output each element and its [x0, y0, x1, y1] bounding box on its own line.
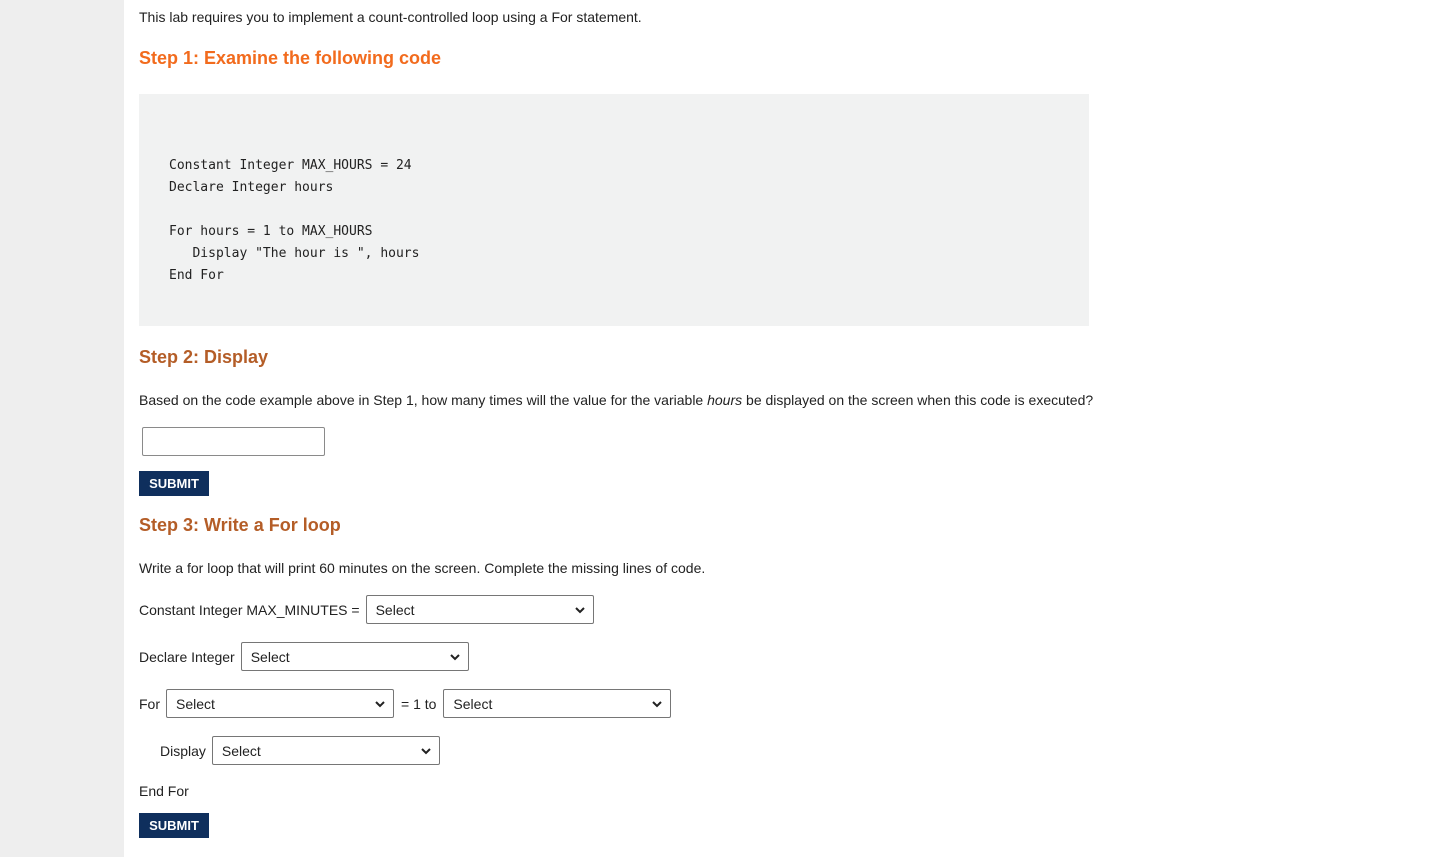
chevron-down-icon [421, 746, 431, 756]
end-for-label: End For [139, 782, 189, 799]
step2-submit-button[interactable]: SUBMIT [139, 471, 209, 496]
code-line: Display "The hour is ", hours [169, 246, 420, 261]
select-value: Select [250, 648, 290, 665]
intro-text: This lab requires you to implement a count-controlled loop using a For statement. [139, 9, 642, 25]
question-variable: hours [707, 392, 743, 408]
step3-submit-button[interactable]: SUBMIT [139, 813, 209, 838]
display-count-input[interactable] [142, 427, 325, 456]
code-line: For hours = 1 to MAX_HOURS [169, 224, 373, 239]
code-line [169, 199, 1089, 221]
display-row [160, 736, 440, 765]
end-for-row [139, 776, 189, 805]
code-line: End For [169, 268, 224, 283]
question-text: Based on the code example above in Step 1, how many times will the value for the variable [139, 392, 708, 408]
code-line: Declare Integer hours [169, 180, 334, 195]
select-value: Select [453, 695, 493, 712]
display-label: Display [160, 742, 206, 759]
for-limit-select[interactable] [443, 689, 671, 718]
chevron-down-icon [450, 652, 460, 662]
display-value-select[interactable] [212, 736, 440, 765]
declare-label: Declare Integer [139, 648, 235, 665]
max-minutes-label: Constant Integer MAX_MINUTES = [139, 601, 360, 618]
select-value: Select [375, 601, 415, 618]
range-label: = 1 to [401, 695, 437, 712]
for-label: For [139, 695, 160, 712]
step1-heading: Step 1: Examine the following code [139, 48, 442, 68]
question-text: be displayed on the screen when this code is executed? [742, 392, 1094, 408]
code-example [139, 94, 1089, 326]
chevron-down-icon [575, 605, 585, 615]
step3-question: Write a for loop that will print 60 minutes on the screen. Complete the missing lines of code. [139, 560, 706, 576]
max-minutes-row [139, 595, 594, 624]
declare-variable-select[interactable] [241, 642, 469, 671]
select-value: Select [221, 742, 261, 759]
step2-question [139, 392, 1093, 408]
left-gutter [0, 0, 124, 857]
declare-row [139, 642, 469, 671]
for-row [139, 689, 671, 718]
for-variable-select[interactable] [166, 689, 394, 718]
max-minutes-select[interactable] [366, 595, 594, 624]
chevron-down-icon [375, 699, 385, 709]
step2-heading: Step 2: Display [139, 347, 269, 367]
step3-heading: Step 3: Write a For loop [139, 515, 341, 535]
select-value: Select [176, 695, 215, 712]
chevron-down-icon [652, 699, 662, 709]
code-line: Constant Integer MAX_HOURS = 24 [169, 158, 412, 173]
